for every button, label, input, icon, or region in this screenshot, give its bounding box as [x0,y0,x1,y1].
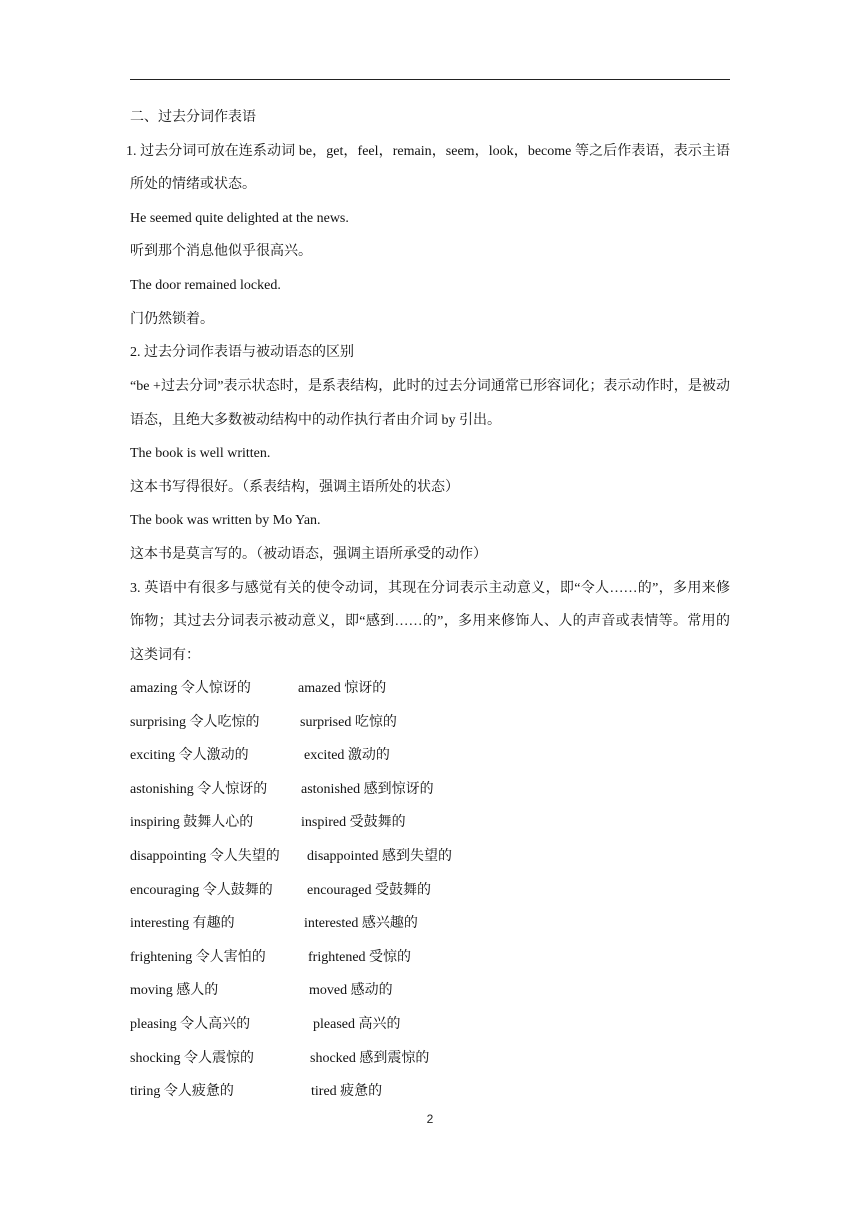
present-participle: inspiring 鼓舞人心的 [130,815,254,831]
word-pair [130,780,730,800]
point2-text: “be +过去分词”表示状态时，是系表结构，此时的过去分词通常已形容词化；表示动作时，是被动语态，且绝大多数被动结构中的动作执行者由介词 by 引出。 [130,378,730,428]
past-participle: pleased 高兴的 [313,1017,401,1033]
past-participle: excited 激动的 [304,748,390,764]
word-pair [130,847,730,867]
header-rule [130,79,730,80]
present-participle: interesting 有趣的 [130,916,235,932]
example-line: The book was written by Mo Yan. [130,513,321,529]
word-pair [130,713,730,733]
example-line: The door remained locked. [130,277,281,293]
past-participle: inspired 受鼓舞的 [301,815,406,831]
past-participle: frightened 受惊的 [308,949,412,965]
word-pair [130,881,730,901]
example-translation: 这本书是莫言写的。（被动语态，强调主语所承受的动作） [130,546,487,562]
point3-text: 3. 英语中有很多与感觉有关的使令动词，其现在分词表示主动意义，即“令人……的”，多用来修饰物；其过去分词表示被动意义，即“感到……的”，多用来修饰人、人的声音或表情等。常用的这类词有： [130,580,730,663]
word-pair [130,679,730,699]
word-pair [130,813,730,833]
word-pair [130,1015,730,1035]
example-translation: 这本书写得很好。（系表结构，强调主语所处的状态） [130,479,459,495]
present-participle: astonishing 令人惊讶的 [130,781,268,797]
point1-text: 1. 过去分词可放在连系动词 be，get，feel，remain，seem，look，become 等之后作表语，表示主语所处的情绪或状态。 [126,143,730,193]
present-participle: exciting 令人激动的 [130,748,249,764]
section-heading: 二、过去分词作表语 [130,110,256,125]
present-participle: moving 感人的 [130,983,219,999]
page-number: 2 [426,1112,434,1126]
page-content [126,108,730,1116]
word-pair [130,746,730,766]
past-participle: astonished 感到惊讶的 [301,781,434,797]
past-participle: amazed 惊讶的 [298,681,387,697]
example-translation: 门仍然锁着。 [130,311,214,327]
present-participle: shocking 令人震惊的 [130,1050,255,1066]
past-participle: interested 感兴趣的 [304,916,418,932]
past-participle: shocked 感到震惊的 [310,1050,430,1066]
past-participle: disappointed 感到失望的 [307,849,453,865]
word-pair [130,1082,730,1102]
point2-title: 2. 过去分词作表语与被动语态的区别 [130,345,354,361]
word-pair [130,948,730,968]
present-participle: disappointing 令人失望的 [130,849,280,865]
present-participle: encouraging 令人鼓舞的 [130,882,273,898]
past-participle: surprised 吃惊的 [300,714,397,730]
word-pair [130,914,730,934]
example-translation: 听到那个消息他似乎很高兴。 [130,244,312,260]
present-participle: frightening 令人害怕的 [130,949,266,965]
present-participle: pleasing 令人高兴的 [130,1017,251,1033]
example-line: He seemed quite delighted at the news. [130,210,349,226]
past-participle: moved 感动的 [309,983,393,999]
past-participle: tired 疲惫的 [311,1084,383,1100]
past-participle: encouraged 受鼓舞的 [307,882,432,898]
word-pair [130,981,730,1001]
present-participle: tiring 令人疲惫的 [130,1084,234,1100]
example-line: The book is well written. [130,445,271,461]
word-pair [130,1049,730,1069]
present-participle: surprising 令人吃惊的 [130,714,260,730]
present-participle: amazing 令人惊讶的 [130,681,251,697]
